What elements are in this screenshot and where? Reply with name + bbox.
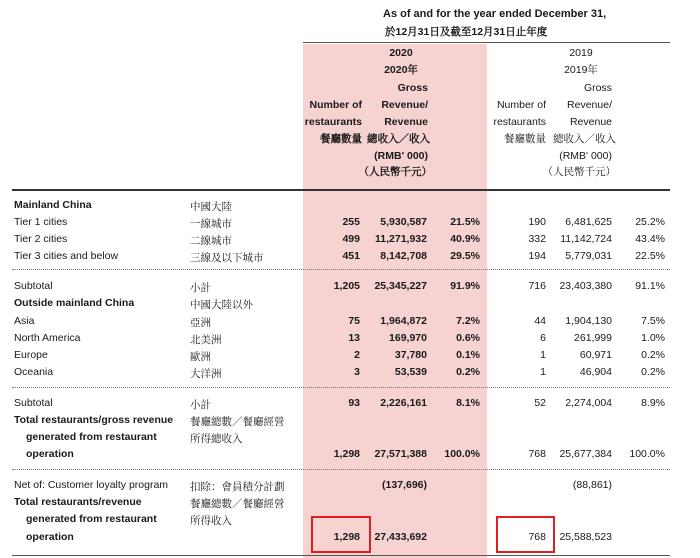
- cell-2020-percent: 91.9%: [450, 280, 480, 292]
- row-label-zh: 亞洲: [190, 317, 211, 329]
- cell-2020-percent: 100.0%: [444, 448, 480, 460]
- cell-2020-restaurants: 255: [342, 216, 360, 228]
- hdr-2019-rev-5: (RMB' 000): [559, 150, 612, 162]
- hdr-2019-rev-4: 總收入／收入: [553, 133, 616, 145]
- row-label-zh: 扣除：會員積分計劃: [190, 481, 285, 493]
- cell-2020-restaurants: 451: [342, 250, 360, 262]
- cell-2020-revenue: 25,345,227: [374, 280, 427, 292]
- cell-2019-percent: 0.2%: [641, 349, 665, 361]
- cell-2020-revenue: 2,226,161: [380, 397, 427, 409]
- cell-2019-revenue: 60,971: [579, 349, 612, 361]
- row-label-en: Tier 1 cities: [14, 216, 68, 228]
- cell-2019-revenue: 23,403,380: [559, 280, 612, 292]
- hdr-2019-number-2: restaurants: [493, 116, 546, 128]
- cell-2020-restaurants: 13: [348, 332, 360, 344]
- cell-2020-revenue: 169,970: [389, 332, 427, 344]
- hdr-2019-rev-2: Revenue/: [567, 99, 612, 111]
- cell-2019-restaurants: 190: [528, 216, 546, 228]
- hdr-2020-rev-2: Revenue/: [381, 99, 428, 111]
- cell-2020-percent: 0.1%: [456, 349, 480, 361]
- title-rule: [303, 42, 670, 43]
- cell-2019-restaurants: 52: [534, 397, 546, 409]
- cell-2019-revenue: 5,779,031: [565, 250, 612, 262]
- cell-2019-restaurants: 6: [540, 332, 546, 344]
- cell-2019-restaurants: 332: [528, 233, 546, 245]
- cell-2019-restaurants: 194: [528, 250, 546, 262]
- hdr-2019-number-3: 餐廳數量: [504, 133, 546, 145]
- hdr-2019-rev-3: Revenue: [569, 116, 612, 128]
- rule-after-outside: [12, 387, 670, 388]
- cell-2019-restaurants: 768: [528, 531, 546, 543]
- cell-2020-restaurants: 93: [348, 397, 360, 409]
- cell-2019-revenue: 1,904,130: [565, 315, 612, 327]
- cell-2020-percent: 29.5%: [450, 250, 480, 262]
- row-label-en: Europe: [14, 349, 48, 361]
- cell-2020-revenue: 53,539: [394, 366, 427, 378]
- row-label-zh: 中國大陸: [190, 201, 232, 213]
- cell-2019-percent: 1.0%: [641, 332, 665, 344]
- rule-after-total: [12, 469, 670, 470]
- cell-2019-percent: 91.1%: [635, 280, 665, 292]
- row-label-en: Mainland China: [14, 199, 92, 211]
- row-label-zh: 三線及以下城市: [190, 252, 264, 264]
- rule-after-mainland: [12, 269, 670, 270]
- cell-2020-revenue: (137,696): [382, 479, 427, 491]
- cell-2019-restaurants: 716: [528, 280, 546, 292]
- row-label-zh: 小計: [190, 399, 211, 411]
- cell-2019-restaurants: 768: [528, 448, 546, 460]
- cell-2019-revenue: 25,677,384: [559, 448, 612, 460]
- hdr-2020-number-1: Number of: [309, 99, 362, 111]
- hdr-2020-rev-6: （人民幣千元）: [358, 166, 432, 178]
- cell-2020-percent: 21.5%: [450, 216, 480, 228]
- cell-2020-restaurants: 1,298: [333, 448, 360, 460]
- row-label-en: generated from restaurant: [26, 513, 157, 525]
- row-label-en: operation: [26, 448, 74, 460]
- cell-2020-revenue: 27,571,388: [374, 448, 427, 460]
- row-label-zh: 中國大陸以外: [190, 299, 253, 311]
- cell-2019-restaurants: 1: [540, 349, 546, 361]
- cell-2020-percent: 0.2%: [456, 366, 480, 378]
- year-2019: 2019: [569, 47, 593, 59]
- bottom-rule: [12, 555, 670, 556]
- table-title-en: As of and for the year ended December 31,: [383, 8, 607, 20]
- cell-2019-revenue: 25,588,523: [559, 531, 612, 543]
- year-2019-zh: 2019年: [564, 64, 598, 76]
- row-label-en: Outside mainland China: [14, 297, 135, 309]
- cell-2020-restaurants: 1,298: [333, 531, 360, 543]
- cell-2019-revenue: (88,861): [572, 479, 612, 491]
- cell-2020-restaurants: 3: [354, 366, 360, 378]
- row-label-en: operation: [26, 531, 74, 543]
- row-label-zh: 小計: [190, 282, 211, 294]
- row-label-en: Oceania: [14, 366, 54, 378]
- row-label-zh: 餐廳總數／餐廳經營: [190, 498, 285, 510]
- row-label-zh: 二線城市: [190, 235, 232, 247]
- cell-2020-revenue: 8,142,708: [380, 250, 427, 262]
- row-label-en: Subtotal: [14, 397, 53, 409]
- row-label-zh: 大洋洲: [190, 368, 222, 380]
- hdr-2020-rev-5: (RMB' 000): [374, 150, 428, 162]
- cell-2020-revenue: 11,271,932: [375, 233, 427, 245]
- cell-2019-percent: 7.5%: [641, 315, 665, 327]
- hdr-2020-rev-1: Gross: [397, 82, 428, 94]
- cell-2019-percent: 25.2%: [635, 216, 665, 228]
- cell-2019-revenue: 261,999: [574, 332, 612, 344]
- cell-2019-restaurants: 44: [534, 315, 546, 327]
- row-label-en: Tier 2 cities: [14, 233, 68, 245]
- cell-2020-percent: 40.9%: [450, 233, 480, 245]
- hdr-2019-rev-6: （人民幣千元）: [542, 166, 616, 178]
- row-label-zh: 所得總收入: [190, 433, 243, 445]
- row-label-en: Tier 3 cities and below: [14, 250, 119, 262]
- cell-2020-restaurants: 75: [348, 315, 360, 327]
- row-label-en: Subtotal: [14, 280, 53, 292]
- row-label-zh: 一線城市: [190, 218, 232, 230]
- hdr-2020-number-2: restaurants: [304, 116, 362, 128]
- table-title-zh: 於12月31日及截至12月31日止年度: [385, 26, 548, 38]
- row-label-zh: 北美洲: [190, 334, 222, 346]
- hdr-2019-number-1: Number of: [496, 99, 546, 111]
- cell-2020-restaurants: 1,205: [333, 280, 360, 292]
- cell-2019-percent: 43.4%: [635, 233, 665, 245]
- cell-2019-restaurants: 1: [540, 366, 546, 378]
- row-label-en: Net of: Customer loyalty program: [14, 479, 169, 491]
- cell-2020-percent: 8.1%: [456, 397, 480, 409]
- cell-2020-percent: 0.6%: [456, 332, 480, 344]
- row-label-en: Asia: [14, 315, 35, 327]
- cell-2020-revenue: 5,930,587: [380, 216, 427, 228]
- hdr-2020-rev-4: 總收入／收入: [367, 133, 430, 145]
- cell-2019-revenue: 2,274,004: [565, 397, 612, 409]
- hdr-2019-rev-1: Gross: [583, 82, 612, 94]
- hdr-2020-number-3: 餐廳數量: [320, 133, 362, 145]
- cell-2019-revenue: 46,904: [579, 366, 612, 378]
- cell-2020-revenue: 37,780: [394, 349, 427, 361]
- cell-2019-revenue: 6,481,625: [565, 216, 612, 228]
- hdr-2020-rev-3: Revenue: [384, 116, 428, 128]
- row-label-zh: 所得收入: [190, 515, 232, 527]
- cell-2020-revenue: 1,964,872: [380, 315, 427, 327]
- cell-2019-percent: 22.5%: [635, 250, 665, 262]
- year-2020: 2020: [389, 47, 413, 59]
- row-label-zh: 歐洲: [190, 351, 211, 363]
- row-label-zh: 餐廳總數／餐廳經營: [190, 416, 285, 428]
- cell-2019-percent: 100.0%: [629, 448, 665, 460]
- cell-2020-restaurants: 499: [342, 233, 360, 245]
- cell-2020-percent: 7.2%: [456, 315, 480, 327]
- year-2020-zh: 2020年: [384, 64, 418, 76]
- cell-2020-revenue: 27,433,692: [374, 531, 427, 543]
- cell-2020-restaurants: 2: [354, 349, 360, 361]
- cell-2019-percent: 8.9%: [641, 397, 665, 409]
- row-label-en: Total restaurants/gross revenue: [14, 414, 174, 426]
- cell-2019-percent: 0.2%: [641, 366, 665, 378]
- row-label-en: generated from restaurant: [26, 431, 157, 443]
- row-label-en: North America: [14, 332, 81, 344]
- cell-2019-revenue: 11,142,724: [560, 233, 612, 245]
- header-rule: [12, 189, 670, 191]
- row-label-en: Total restaurants/revenue: [14, 496, 142, 508]
